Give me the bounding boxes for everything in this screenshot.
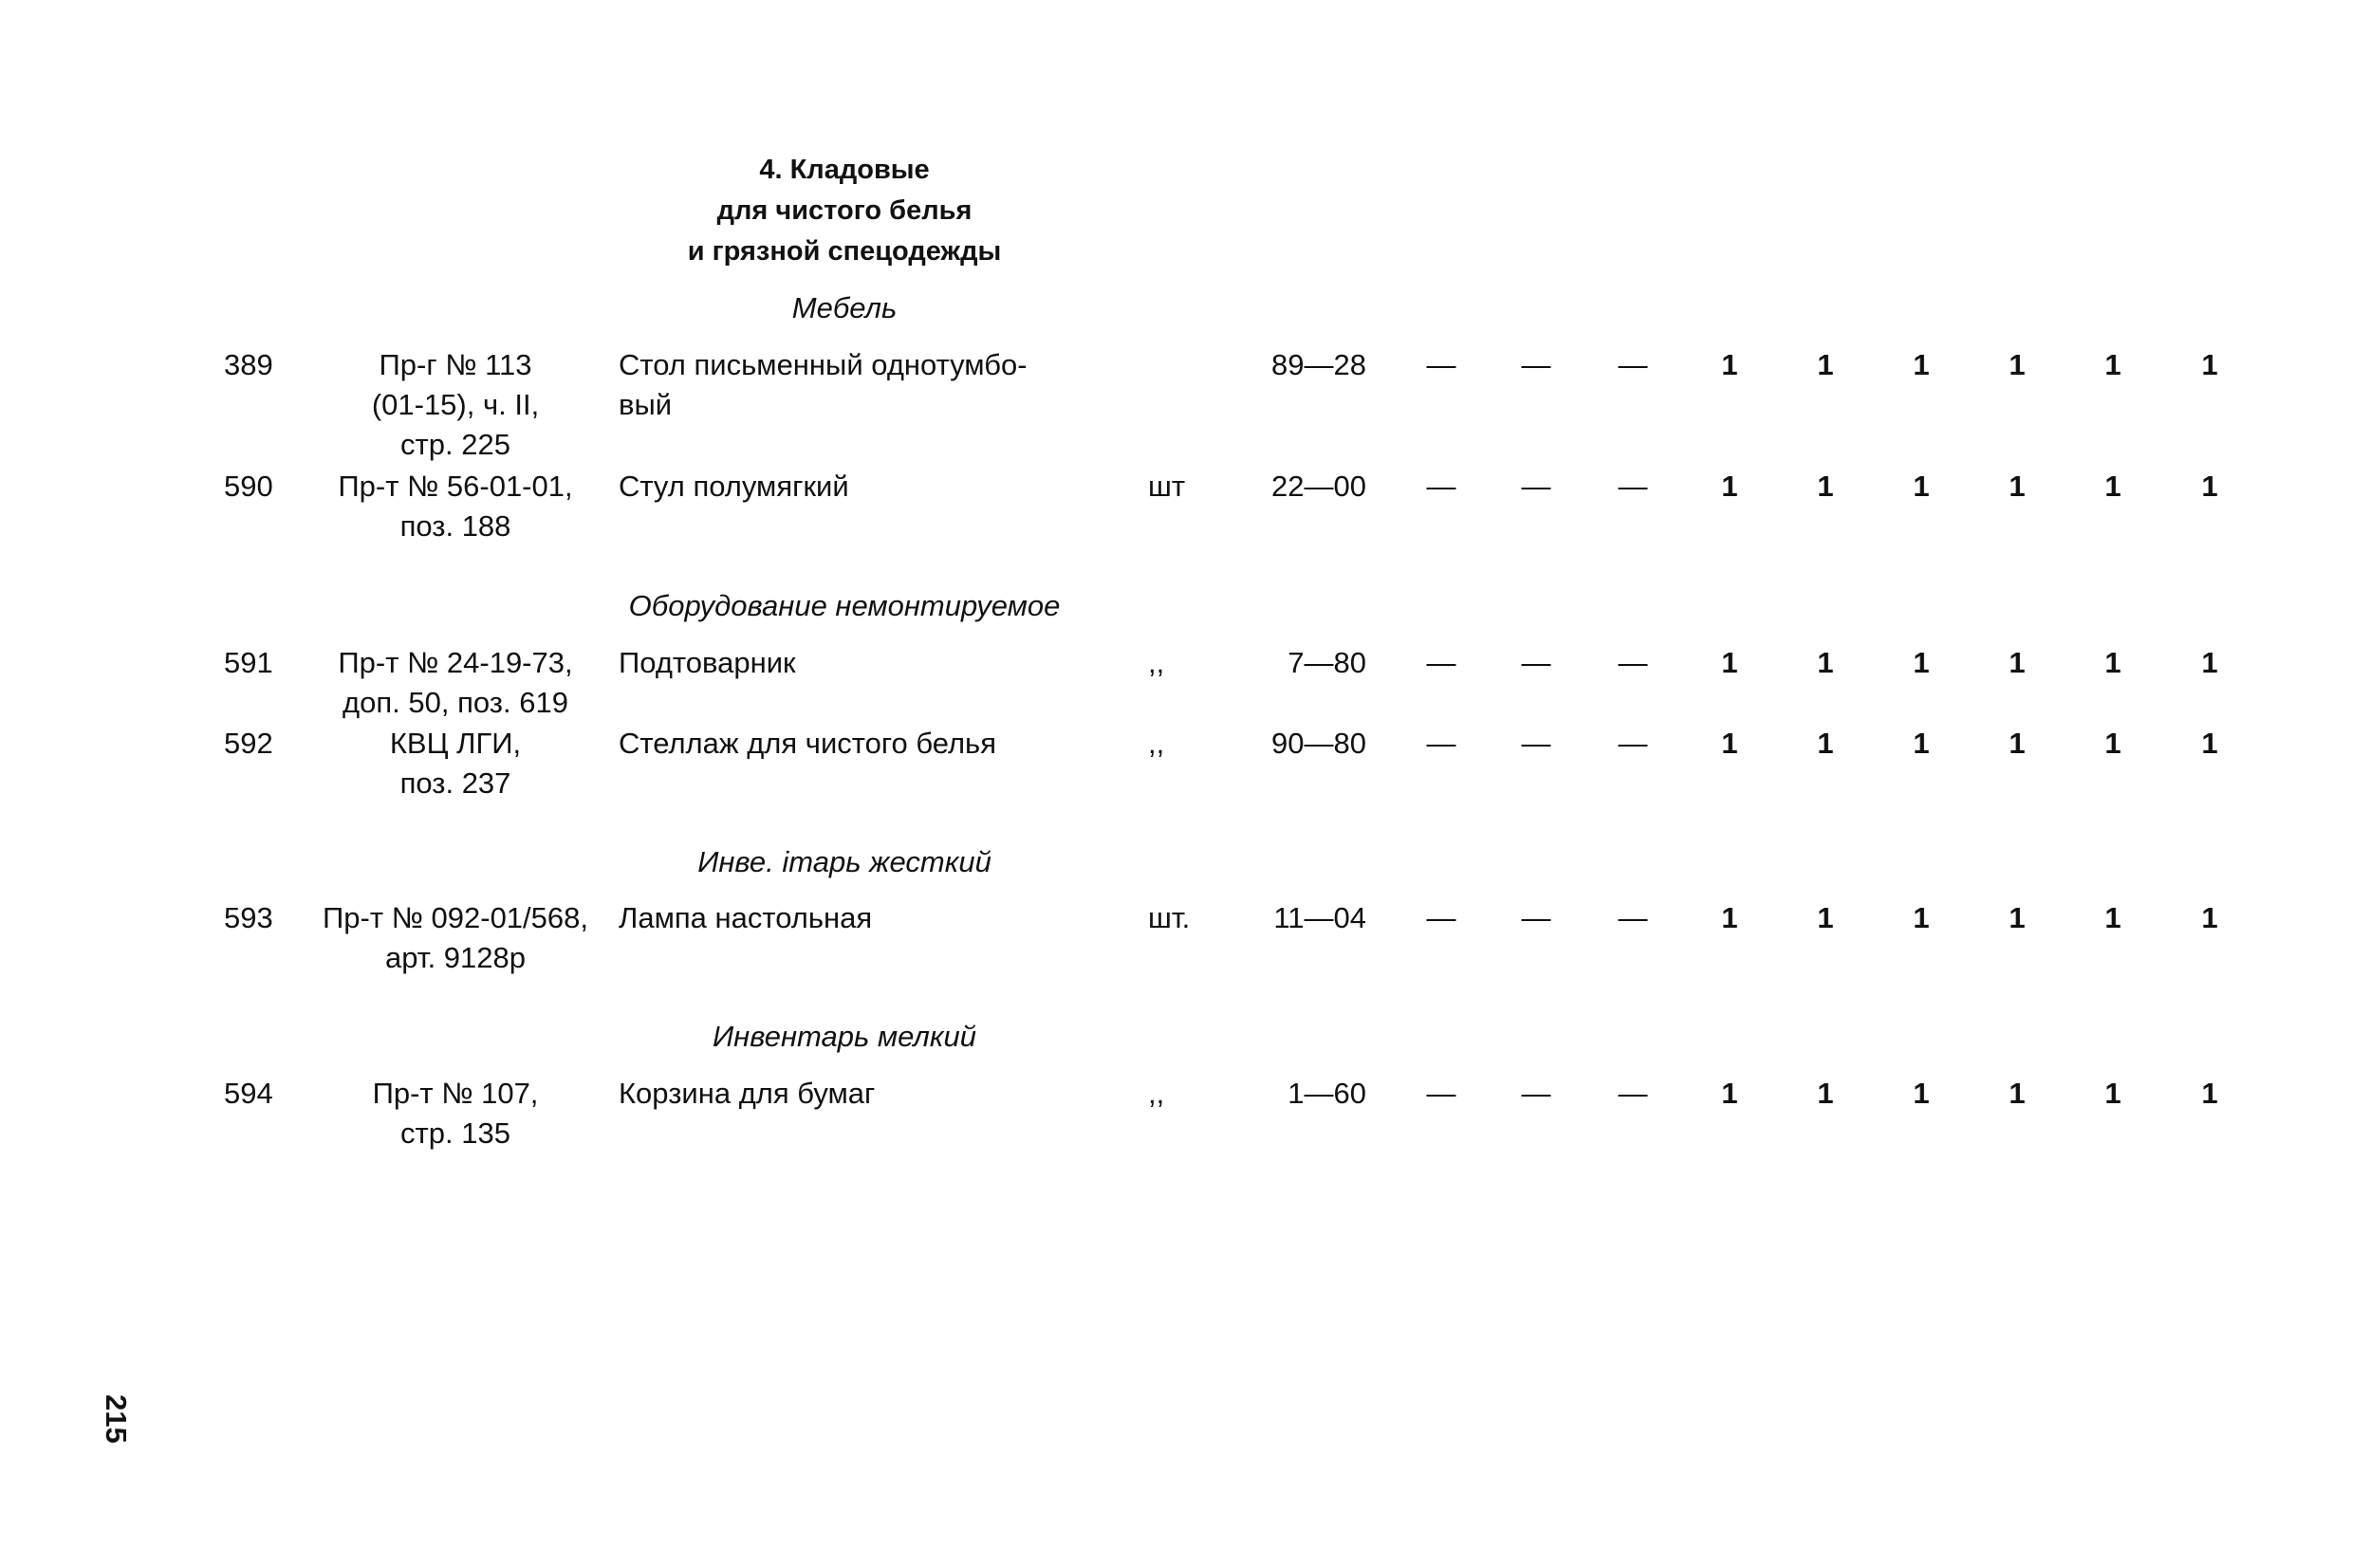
qty-cell: 1 (1913, 1077, 1930, 1110)
item-number: 389 (224, 348, 273, 381)
table-row (0, 898, 2353, 1022)
dash-cell: — (1426, 727, 1456, 760)
item-source-line: поз. 237 (399, 766, 511, 800)
dash-cell: — (1426, 348, 1456, 381)
item-number: 591 (224, 646, 273, 679)
item-name (619, 1074, 1112, 1114)
item-name-line: Стеллаж для чистого белья (619, 727, 996, 760)
qty-cell: 1 (1817, 901, 1834, 934)
heading-line-2: для чистого белья (716, 195, 973, 226)
dash-cell: — (1618, 901, 1648, 934)
dash-cell: — (1618, 727, 1648, 760)
item-number: 590 (224, 470, 273, 503)
item-source (304, 724, 607, 803)
dash-cell: — (1521, 470, 1551, 503)
dash-cell: — (1521, 901, 1551, 934)
section-equipment: Оборудование немонтируемое (628, 589, 1061, 622)
qty-cell: 1 (1913, 727, 1930, 760)
qty-cell: 1 (2104, 1077, 2121, 1110)
item-name (619, 467, 1112, 507)
item-source-line: (01-15), ч. II, (371, 388, 540, 421)
dash-cell: — (1618, 470, 1648, 503)
item-name (619, 345, 1112, 425)
qty-cell: 1 (2104, 727, 2121, 760)
qty-cell: 1 (2009, 901, 2026, 934)
section-hard-inventory: Инве. ітарь жесткий (697, 845, 991, 878)
qty-cell: 1 (1721, 1077, 1738, 1110)
heading-line-1: 4. Кладовые (759, 155, 930, 185)
dash-cell: — (1521, 348, 1551, 381)
qty-cell: 1 (2201, 348, 2218, 381)
item-source (304, 467, 607, 546)
qty-cell: 1 (2201, 901, 2218, 934)
dash-cell: — (1521, 1077, 1551, 1110)
item-price: 90—80 (1271, 727, 1366, 760)
qty-cell: 1 (2009, 1077, 2026, 1110)
qty-cell: 1 (2201, 646, 2218, 679)
qty-cell: 1 (1721, 348, 1738, 381)
item-unit: шт. (1148, 901, 1191, 934)
qty-cell: 1 (1913, 646, 1930, 679)
item-source-line: арт. 9128р (385, 941, 526, 974)
item-number: 594 (224, 1077, 273, 1110)
qty-cell: 1 (2104, 646, 2121, 679)
dash-cell: — (1618, 646, 1648, 679)
qty-cell: 1 (1913, 901, 1930, 934)
qty-cell: 1 (2009, 646, 2026, 679)
dash-cell: — (1521, 646, 1551, 679)
page-number: 215 (100, 1394, 133, 1444)
item-source-line: Пр-т № 56-01-01, (338, 470, 573, 503)
item-name (619, 898, 1112, 938)
item-name-line: Стол письменный однотумбо- (619, 348, 1028, 381)
dash-cell: — (1618, 1077, 1648, 1110)
item-name (619, 643, 1112, 683)
item-name-line: Лампа настольная (619, 901, 873, 934)
item-source-line: доп. 50, поз. 619 (343, 686, 568, 719)
dash-cell: — (1521, 727, 1551, 760)
item-source (304, 1074, 607, 1153)
item-price: 7—80 (1288, 646, 1366, 679)
item-number: 593 (224, 901, 273, 934)
item-source-line: Пр-г № 113 (379, 348, 532, 381)
qty-cell: 1 (2104, 348, 2121, 381)
item-number: 592 (224, 727, 273, 760)
item-unit: ,, (1148, 1077, 1165, 1110)
qty-cell: 1 (1817, 348, 1834, 381)
item-source-line: поз. 188 (399, 509, 511, 543)
dash-cell: — (1426, 1077, 1456, 1110)
qty-cell: 1 (2104, 901, 2121, 934)
qty-cell: 1 (2201, 1077, 2218, 1110)
section-furniture: Мебель (791, 291, 898, 324)
dash-cell: — (1426, 646, 1456, 679)
heading-line-3: и грязной спецодежды (687, 236, 1002, 267)
item-name (619, 724, 1112, 764)
item-source-line: стр. 135 (400, 1116, 510, 1150)
dash-cell: — (1618, 348, 1648, 381)
table-row (0, 724, 2353, 847)
item-price: 1—60 (1288, 1077, 1366, 1110)
qty-cell: 1 (1721, 470, 1738, 503)
qty-cell: 1 (2009, 348, 2026, 381)
item-price: 11—04 (1273, 901, 1366, 934)
item-name-line: Корзина для бумаг (619, 1077, 876, 1110)
item-price: 22—00 (1271, 470, 1366, 503)
qty-cell: 1 (2009, 470, 2026, 503)
qty-cell: 1 (1817, 470, 1834, 503)
item-name-line: Подтоварник (619, 646, 796, 679)
qty-cell: 1 (1721, 727, 1738, 760)
item-source (304, 643, 607, 723)
item-source (304, 345, 607, 465)
item-source (304, 898, 607, 978)
item-name-line: вый (619, 388, 673, 421)
table-row (0, 1074, 2353, 1197)
qty-cell: 1 (1817, 646, 1834, 679)
qty-cell: 1 (1721, 646, 1738, 679)
item-unit: ,, (1148, 646, 1165, 679)
qty-cell: 1 (2104, 470, 2121, 503)
qty-cell: 1 (2009, 727, 2026, 760)
qty-cell: 1 (1913, 470, 1930, 503)
table-row (0, 467, 2353, 590)
qty-cell: 1 (2201, 727, 2218, 760)
qty-cell: 1 (1913, 348, 1930, 381)
qty-cell: 1 (1817, 1077, 1834, 1110)
item-unit: ,, (1148, 727, 1165, 760)
item-source-line: КВЦ ЛГИ, (389, 727, 522, 760)
item-source-line: Пр-т № 24-19-73, (338, 646, 573, 679)
item-source-line: стр. 225 (400, 428, 510, 461)
section-small-inventory: Инвентарь мелкий (713, 1020, 976, 1053)
item-price: 89—28 (1271, 348, 1366, 381)
item-source-line: Пр-т № 107, (372, 1077, 539, 1110)
qty-cell: 1 (1721, 901, 1738, 934)
qty-cell: 1 (2201, 470, 2218, 503)
qty-cell: 1 (1817, 727, 1834, 760)
item-name-line: Стул полумягкий (619, 470, 849, 503)
dash-cell: — (1426, 470, 1456, 503)
item-source-line: Пр-т № 092-01/568, (323, 901, 588, 934)
item-unit: шт (1148, 470, 1186, 503)
dash-cell: — (1426, 901, 1456, 934)
table-row (0, 345, 2353, 469)
